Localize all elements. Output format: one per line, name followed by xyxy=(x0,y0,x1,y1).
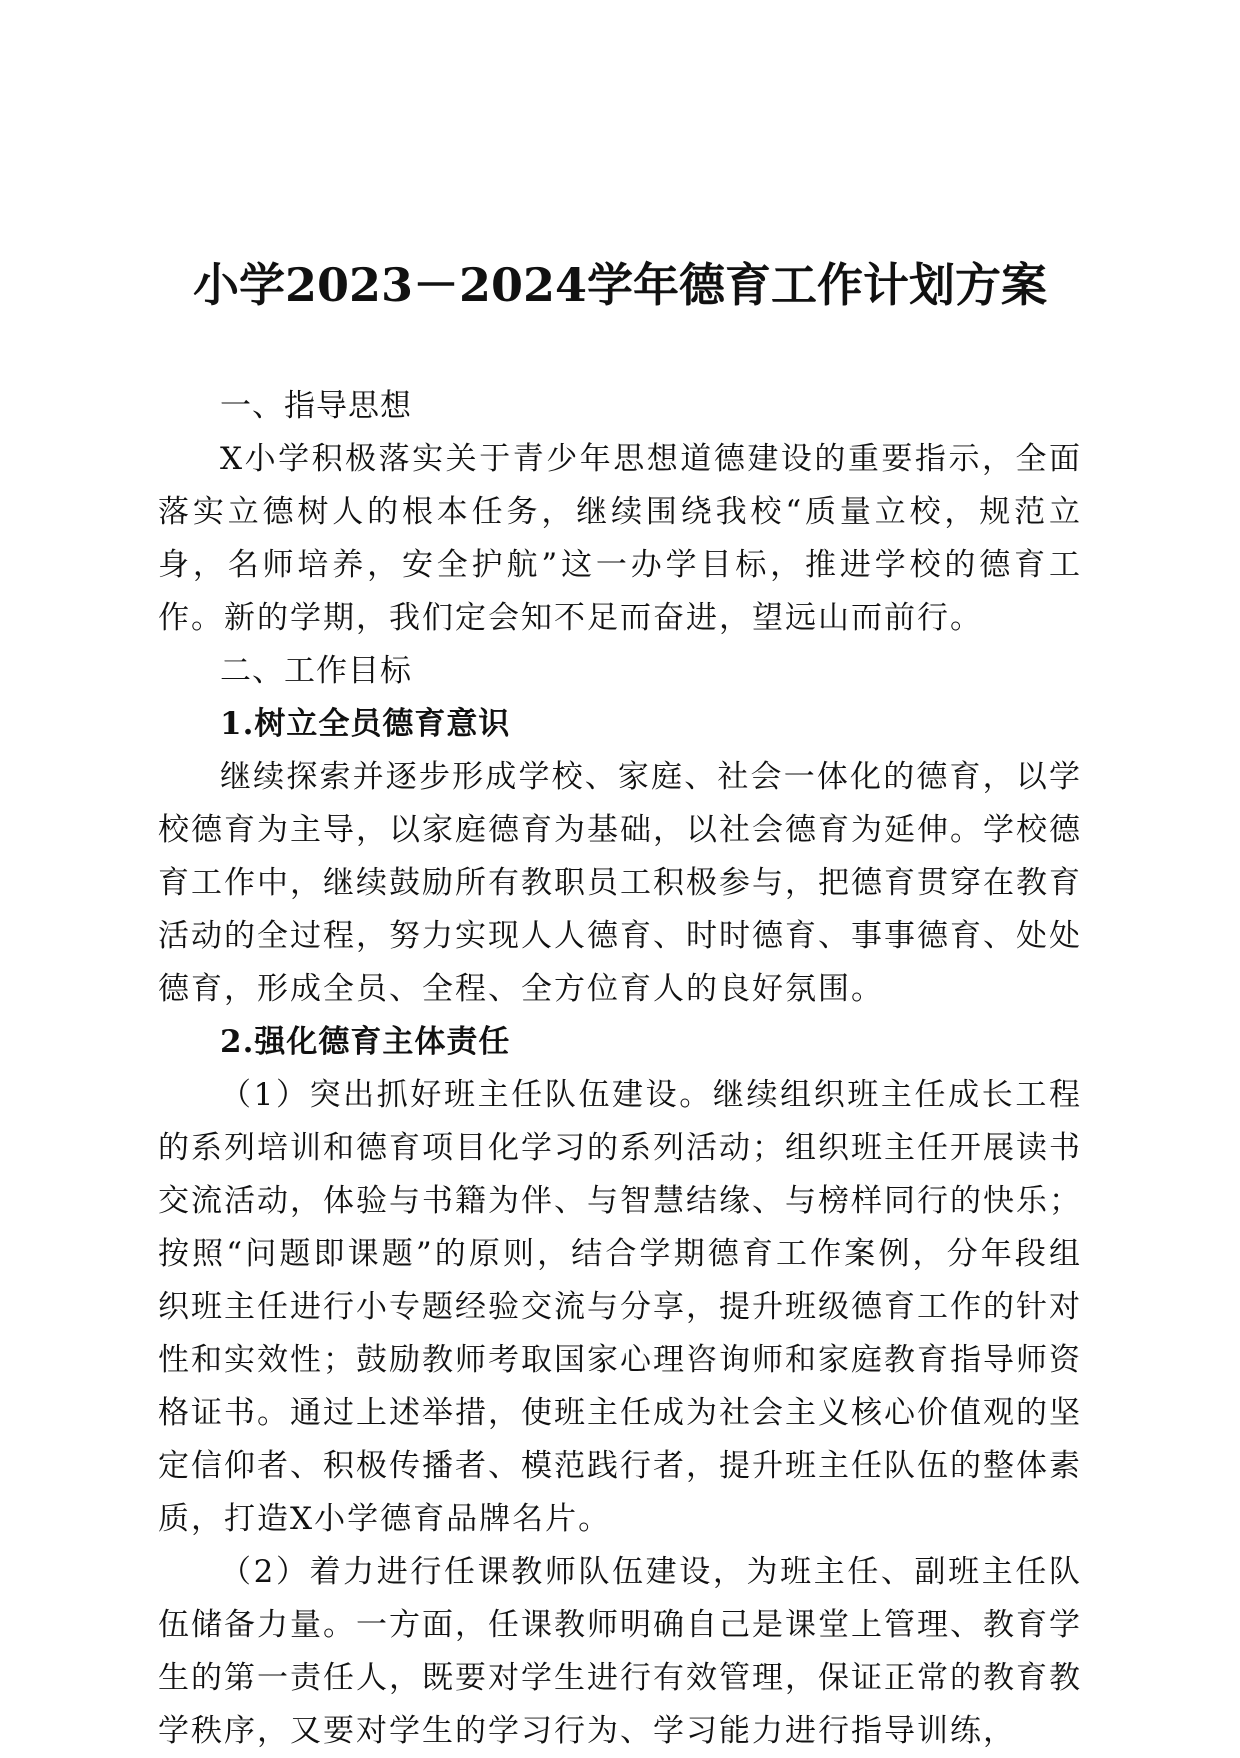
document-body xyxy=(158,380,1082,1758)
section-heading: 二、工作目标 xyxy=(220,653,412,689)
document-title: 小学2023－2024学年德育工作计划方案 xyxy=(192,258,1048,312)
paragraph: （1）突出抓好班主任队伍建设。继续组织班主任成长工程的系列培训和德育项目化学习的系列活动；组织班主任开展读书交流活动，体验与书籍为伴、与智慧结缘、与榜样同行的快乐；按照“问题即课题”的原则，结合学期德育工作案例，分年段组织班主任进行小专题经验交流与分享，提升班级德育工作的针对性和实效性；鼓励教师考取国家心理咨询师和家庭教育指导师资格证书。通过上述举措，使班主任成为社会主义核心价值观的坚定信仰者、积极传播者、模范践行者，提升班主任队伍的整体素质，打造X小学德育品牌名片。 xyxy=(158,1077,1082,1537)
section-heading: 一、指导思想 xyxy=(220,388,412,424)
subsection-heading: 2.强化德育主体责任 xyxy=(220,1024,511,1060)
paragraph: X小学积极落实关于青少年思想道德建设的重要指示，全面落实立德树人的根本任务，继续围绕我校“质量立校，规范立身，名师培养，安全护航”这一办学目标，推进学校的德育工作。新的学期，我们定会知不足而奋进，望远山而前行。 xyxy=(158,441,1082,636)
paragraph: 继续探索并逐步形成学校、家庭、社会一体化的德育，以学校德育为主导，以家庭德育为基础，以社会德育为延伸。学校德育工作中，继续鼓励所有教职员工积极参与，把德育贯穿在教育活动的全过程，努力实现人人德育、时时德育、事事德育、处处德育，形成全员、全程、全方位育人的良好氛围。 xyxy=(158,759,1082,1007)
subsection-heading: 1.树立全员德育意识 xyxy=(220,706,511,742)
paragraph: （2）着力进行任课教师队伍建设，为班主任、副班主任队伍储备力量。一方面，任课教师明确自己是课堂上管理、教育学生的第一责任人，既要对学生进行有效管理，保证正常的教育教学秩序，又要对学生的学习行为、学习能力进行指导训练， xyxy=(158,1554,1082,1749)
